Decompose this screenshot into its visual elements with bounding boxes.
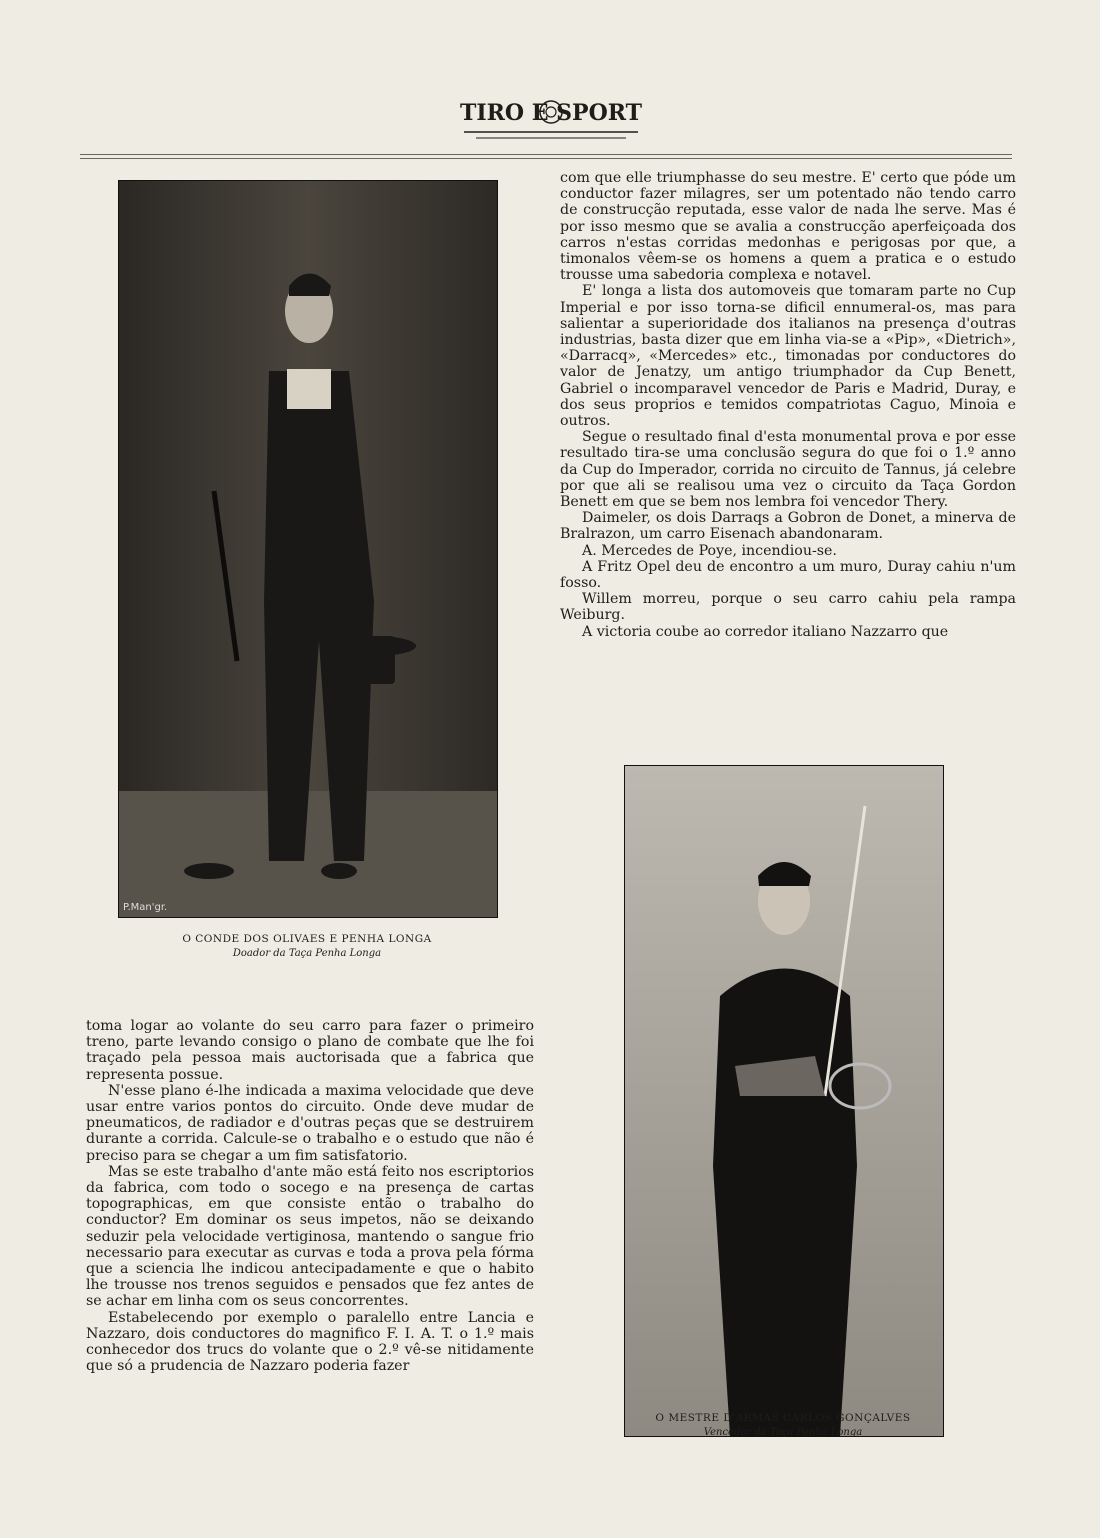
masthead-title: TIRO E SPORT: [459, 100, 643, 126]
paragraph: A Fritz Opel deu de encontro a um muro, Duray cahiu n'um fosso.: [560, 558, 1016, 592]
masthead-logo: [456, 88, 646, 146]
photo-fencer-caption: [624, 1412, 942, 1438]
caption-title: O MESTRE D'ARMAS CARLOS GONÇALVES: [655, 1412, 911, 1424]
photo-fencer: [624, 765, 944, 1437]
paragraph: Daimeler, os dois Darraqs a Gobron de Donet, a minerva de Bralrazon, um carro Eisenach abandonaram.: [560, 510, 1016, 543]
paragraph: com que elle triumphasse do seu mestre. E' certo que póde um conductor fazer milagres, ser um potentado não tendo carro de construcção reputada, esse valor de nada lhe serve. Mas é por isso mesmo que se avalia a construcção aperfeiçoada dos carros n'estas corridas medonhas e perigosas por que, a timonalos vêem-se os homens a quem a pratica e o estudo trousse uma sabedoria complexa e notavel.: [560, 170, 1016, 284]
paragraph: Willem morreu, porque o seu carro cahiu pela rampa Weiburg.: [560, 591, 1016, 624]
photo-signature: P.Man'gr.: [123, 902, 168, 913]
caption-title: O CONDE DOS OLIVAES E PENHA LONGA: [182, 933, 432, 945]
paragraph: N'esse plano é-lhe indicada a maxima velocidade que deve usar entre varios pontos do circuito. Onde deve mudar de pneumaticos, de radiador e d'outras peças que se destruirem durante a corrida. Calcule-se o trabalho e o estudo que não é preciso para se chegar a um fim satisfatorio.: [86, 1082, 534, 1164]
paragraph: Mas se este trabalho d'ante mão está feito nos escriptorios da fabrica, com todo o socego e na presença de cartas topographicas, em que consiste então o trabalho do conductor? Em dominar os seus impetos, não se deixando seduzir pela velocidade vertiginosa, mantendo o sangue frio necessario para executar as curvas e toda a prova pela fórma que a sciencia lhe indicou antecipadamente e que o habito lhe trousse nos trenos seguidos e pensados que fez antes de se achar em linha com os seus concorrentes.: [86, 1163, 534, 1310]
photo-conde-caption: [118, 933, 496, 959]
photo-conde: [118, 180, 498, 918]
paragraph: toma logar ao volante do seu carro para fazer o primeiro treno, parte levando consigo o plano de combate que lhe foi traçado pela pessoa mais auctorisada que a fabrica que representa possue.: [86, 1018, 534, 1083]
paragraph: Estabelecendo por exemplo o paralello entre Lancia e Nazzaro, dois conductores do magnifico F. I. A. T. o 1.º mais conhecedor dos trucs do volante que o 2.º vê-se nitidamente que só a prudencia de Nazzaro poderia fazer: [86, 1309, 534, 1375]
caption-subtitle: Doador da Taça Penha Longa: [232, 948, 382, 959]
paragraph: A. Mercedes de Poye, incendiou-se.: [582, 542, 837, 559]
paragraph: E' longa a lista dos automoveis que tomaram parte no Cup Imperial e por isso torna-se dificil ennumeral-os, mas para salientar a superioridade dos italianos na presença d'outras industrias, basta dizer que em linha via-se a «Pip», «Dietrich», «Darracq», «Mercedes» etc., timonadas por conductores do valor de Jenatzy, um antigo triumphador da Cup Benett, Gabriel o incomparavel vencedor de Paris e Madrid, Duray, e dos seus proprios e temidos compatriotas Caguo, Minoia e outros.: [560, 283, 1016, 430]
header-rule-2: [80, 158, 1012, 159]
paragraph: A victoria coube ao corredor italiano Nazzarro que: [582, 623, 949, 640]
left-text-column: [86, 1018, 534, 1374]
paragraph: Segue o resultado final d'esta monumental prova e por esse resultado tira-se uma conclusão segura do que foi o 1.º anno da Cup do Imperador, corrida no circuito de Tannus, já celebre por que ali se realisou uma vez o circuito da Taça Gordon Benett em que se bem nos lembra foi vencedor Thery.: [560, 429, 1016, 511]
caption-subtitle: Vencedor da Taça Penha Longa: [703, 1427, 863, 1438]
header-rule: [80, 154, 1012, 155]
right-text-column: [560, 170, 1016, 640]
